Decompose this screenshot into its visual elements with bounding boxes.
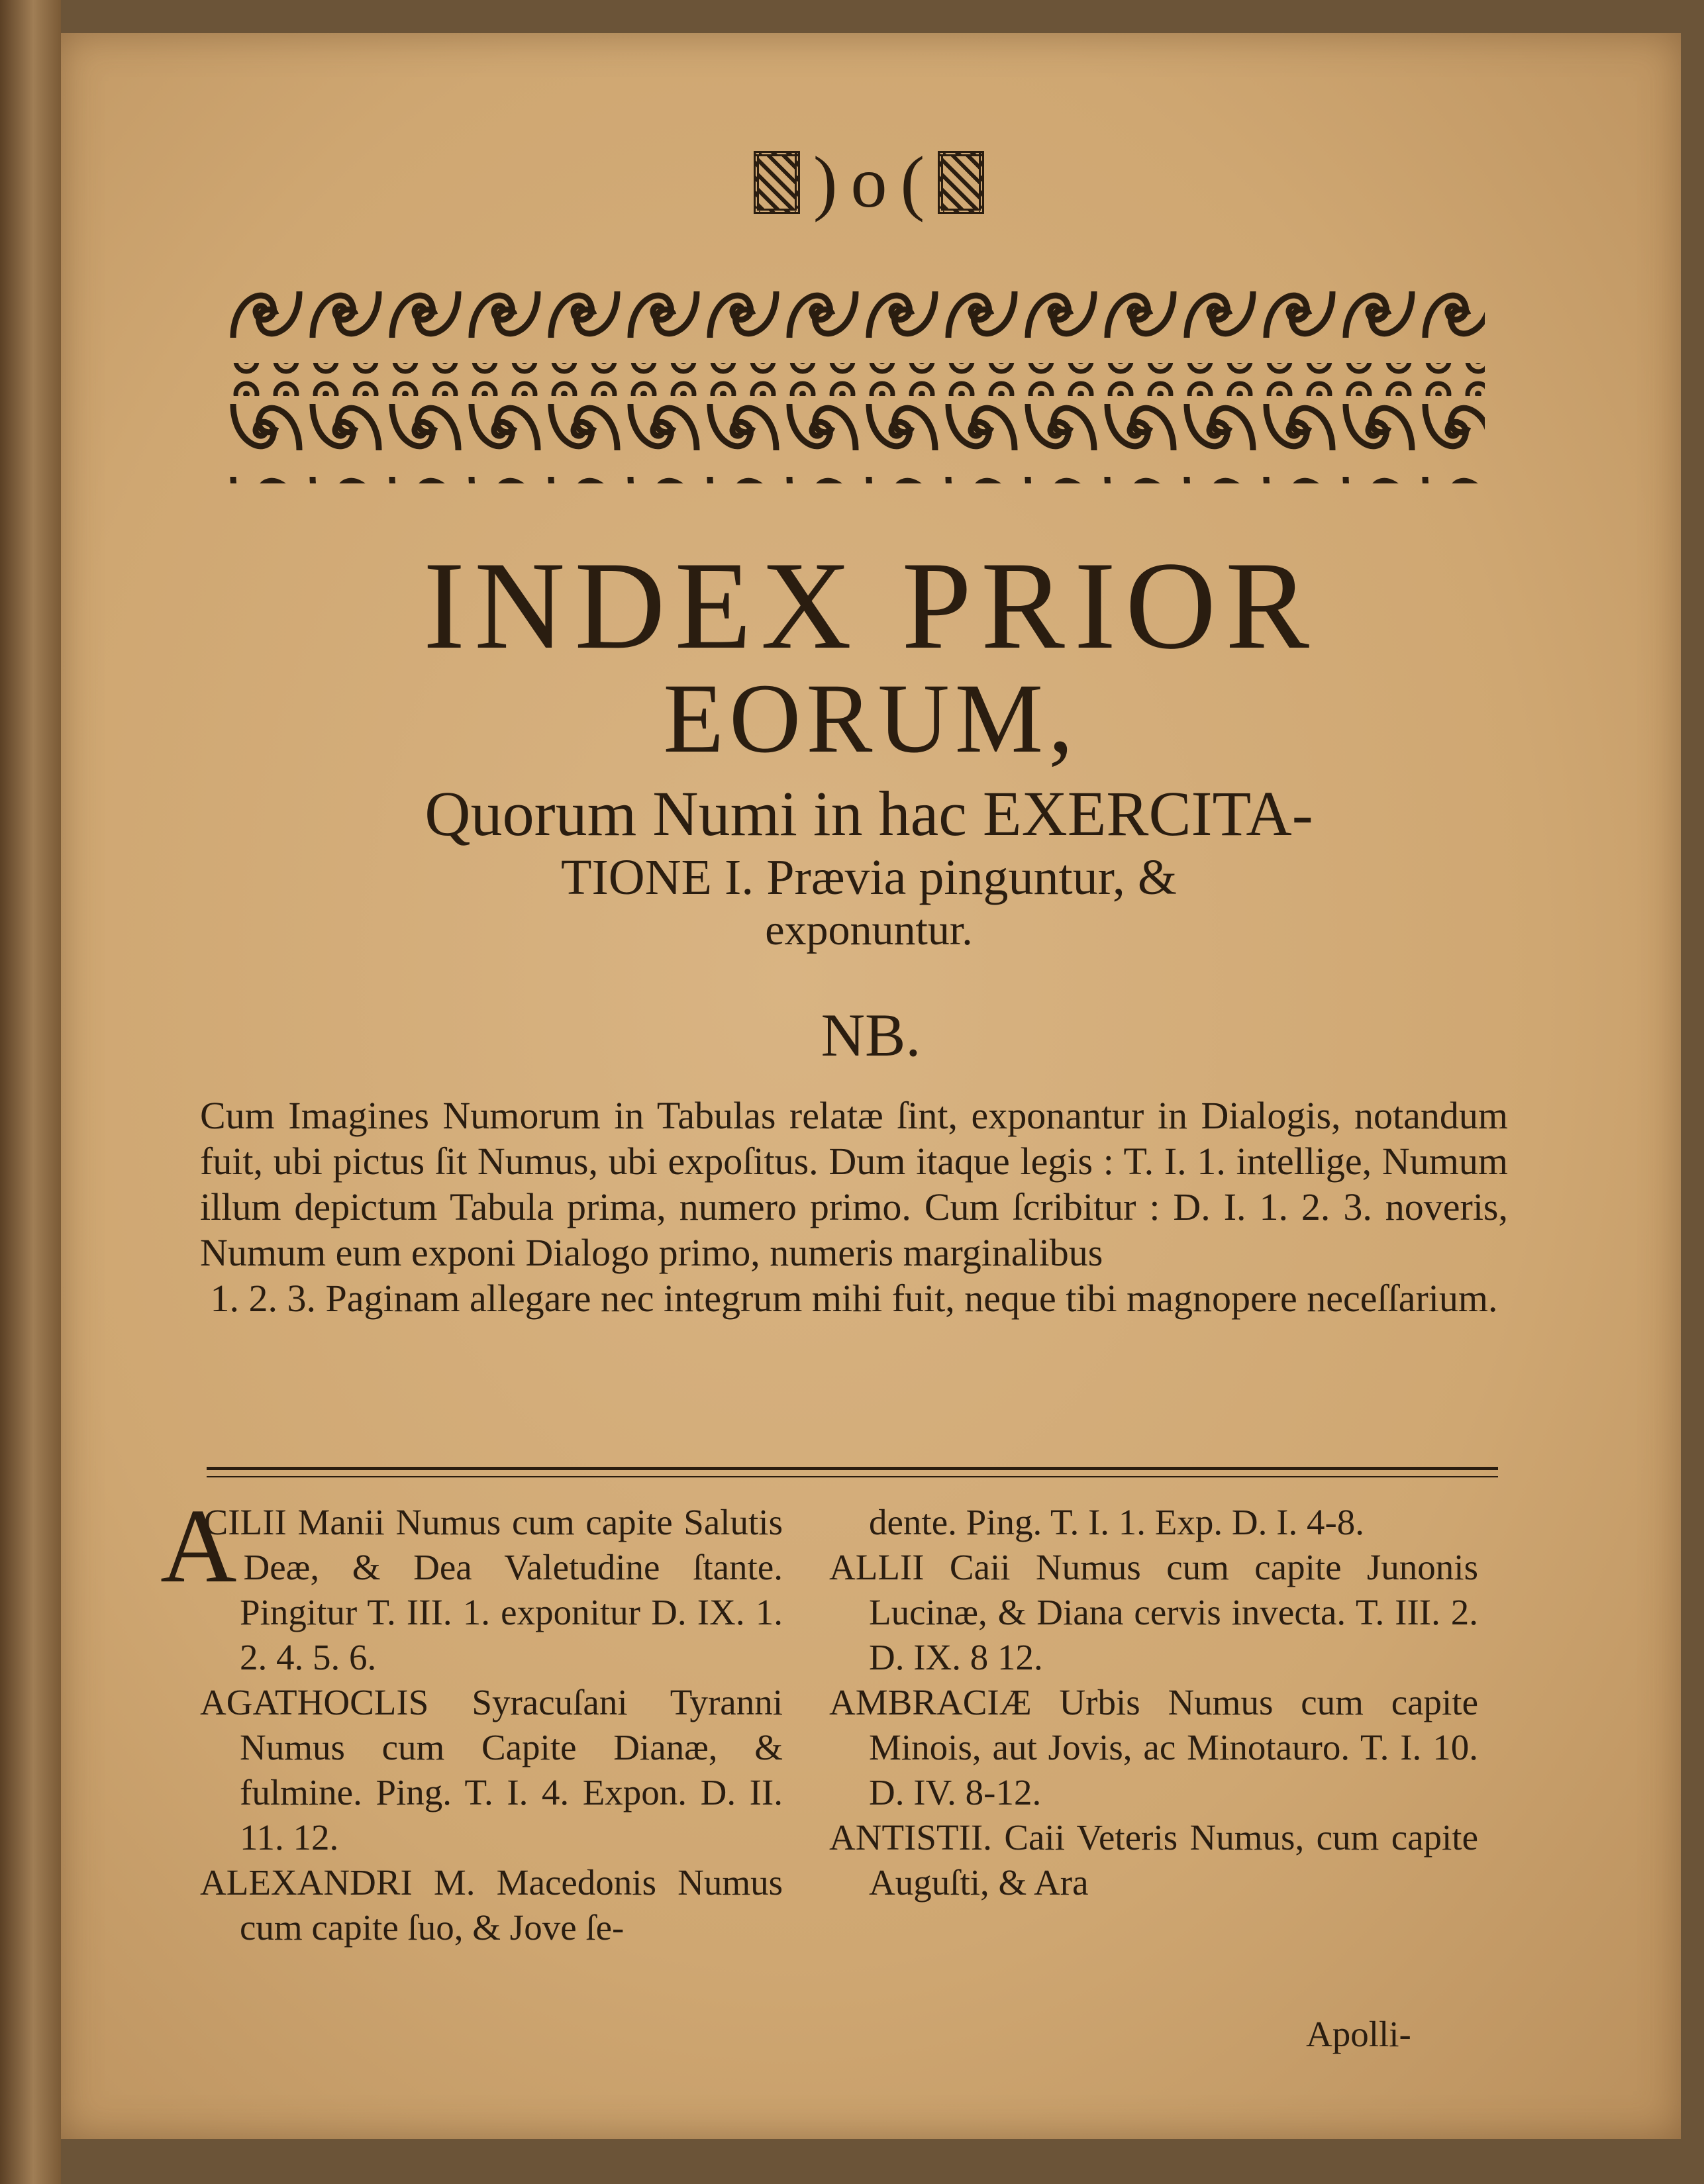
section-rule	[207, 1467, 1498, 1477]
book-page	[61, 33, 1681, 2139]
index-entry: ALLII Caii Numus cum capite Junonis Lucinæ, & Diana cervis invecta. T. III. 2. D. IX. 8 12.	[829, 1547, 1478, 1677]
index-entry-continued: dente. Ping. T. I. 1. Exp. D. I. 4-8.	[869, 1502, 1365, 1542]
nb-note	[200, 1093, 1508, 1321]
index-entry: AGATHOCLIS Syracuſani Tyranni Numus cum Capite Dianæ, & fulmine. Ping. T. I. 4. Expon. D. II. 11. 12.	[200, 1682, 783, 1858]
header-mark-right: (	[900, 141, 925, 223]
index-entry: AMBRACIÆ Urbis Numus cum capite Minois, aut Jovis, ac Minotauro. T. I. 10. D. IV. 8-12.	[829, 1682, 1478, 1812]
decorative-border-band	[226, 278, 1485, 483]
page-header-ornament	[670, 132, 1068, 232]
header-mark-left: )	[813, 141, 838, 223]
index-column-right	[829, 1500, 1478, 1905]
title-description-line-2: TIONE I. Prævia pinguntur, &	[561, 849, 1177, 905]
index-entry-text: CILII Manii Numus cum capite Salutis Deæ, & Dea Valetudine ſtante. Pingitur T. III. 1. exponitur D. IX. 1. 2. 4. 5. 6.	[203, 1502, 783, 1677]
nb-note-ending: 1. 2. 3. Paginam allegare nec integrum mihi fuit, neque tibi magnopere neceſſarium.	[210, 1277, 1498, 1320]
title-description	[180, 778, 1558, 955]
index-entry: ALEXANDRI M. Macedonis Numus cum capite ſuo, & Jove ſe-	[200, 1862, 783, 1948]
index-subtitle-eorum: EORUM,	[663, 664, 1079, 773]
header-mark-center: o	[850, 141, 887, 223]
title-description-line-1: Quorum Numi in hac EXERCITA-	[425, 778, 1313, 849]
index-entry	[160, 1487, 783, 1680]
index-title: INDEX PRIOR	[423, 536, 1319, 675]
index-column-left	[160, 1487, 783, 1950]
nb-heading: NB.	[821, 1001, 921, 1069]
ornament-block-right	[938, 151, 984, 214]
nb-note-body: Cum Imagines Numorum in Tabulas relatæ ſint, exponantur in Dialogis, notandum fuit, ubi pictus ſit Numus, ubi expoſitus. Dum itaque legis : T. I. 1. intellige, Numum illum depictum Tabula prima, numero primo. Cum ſcribitur : D. I. 1. 2. 3. noveris, Numum eum exponi Dialogo primo, numeris marginalibus	[200, 1094, 1508, 1274]
catchword: Apolli-	[1306, 2014, 1411, 2054]
index-entry: ANTISTII. Caii Veteris Numus, cum capite Auguſti, & Ara	[829, 1817, 1478, 1903]
ornament-block-left	[754, 151, 800, 214]
book-spine	[0, 0, 61, 2184]
title-description-line-3: exponuntur.	[765, 905, 973, 954]
drop-capital: A	[160, 1487, 237, 1605]
